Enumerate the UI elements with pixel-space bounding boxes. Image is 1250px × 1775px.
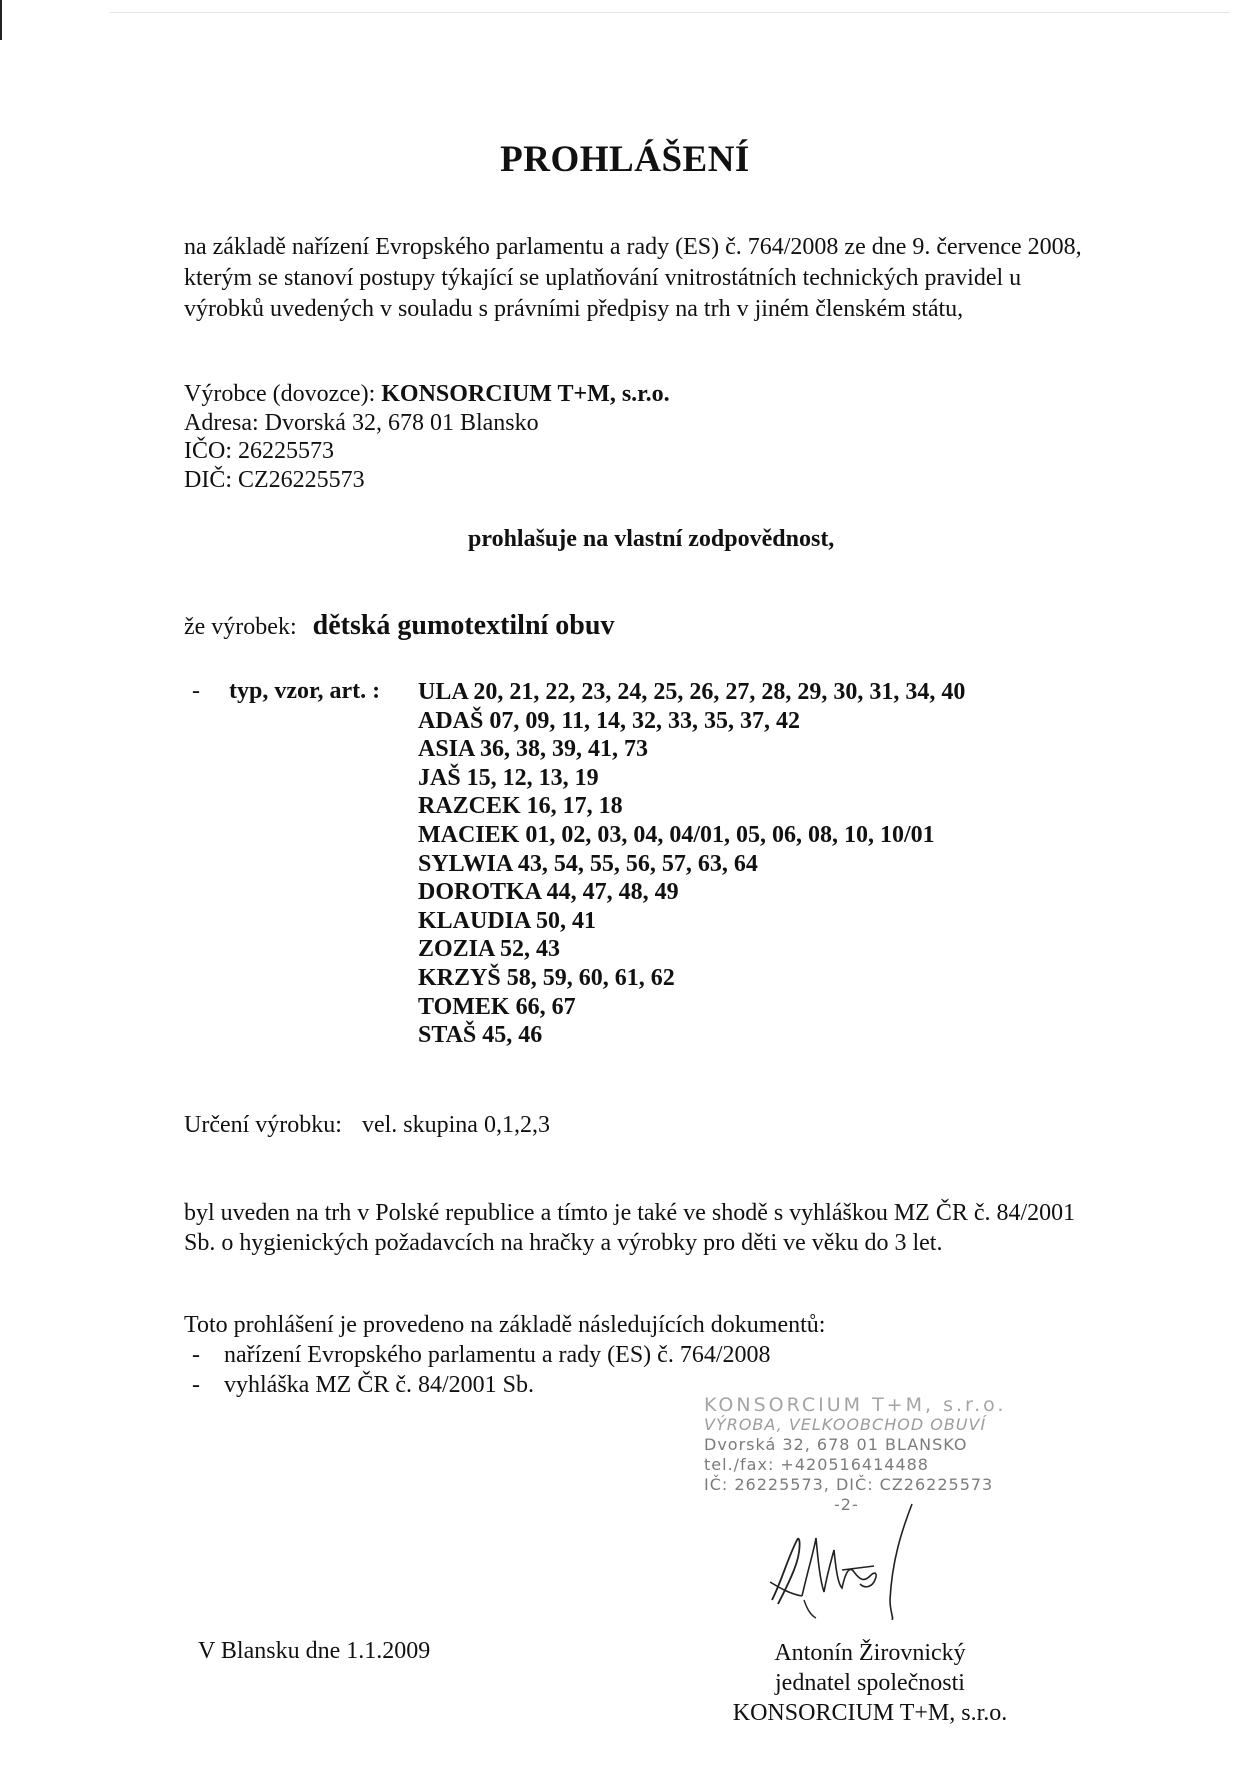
- intro-line: výrobků uvedených v souladu s právními předpisy na trh v jiném členském státu,: [184, 296, 964, 322]
- basis-item-dash: -: [192, 1372, 200, 1398]
- scan-edge-line: [110, 12, 1230, 13]
- intro-line: na základě nařízení Evropského parlamentu a rady (ES) č. 764/2008 ze dne 9. července 2008,: [184, 234, 1082, 260]
- type-item: KRZYŠ 58, 59, 60, 61, 62: [418, 964, 675, 991]
- product-row: [184, 610, 614, 642]
- basis-item-dash: -: [192, 1342, 200, 1368]
- type-item: ADAŠ 07, 09, 11, 14, 32, 33, 35, 37, 42: [418, 707, 801, 734]
- purpose-value: vel. skupina 0,1,2,3: [361, 1112, 550, 1138]
- place-and-date: V Blansku dne 1.1.2009: [198, 1638, 431, 1664]
- document-title: PROHLÁŠENÍ: [500, 139, 750, 180]
- type-item: DOROTKA 44, 47, 48, 49: [418, 879, 679, 906]
- signer-company: KONSORCIUM T+M, s.r.o.: [732, 1700, 1008, 1726]
- market-paragraph: [184, 1198, 1134, 1258]
- basis-item-text: nařízení Evropského parlamentu a rady (ES) č. 764/2008: [224, 1342, 771, 1368]
- basis-intro: Toto prohlášení je provedeno na základě následujících dokumentů:: [184, 1312, 826, 1338]
- manufacturer-label: Výrobce (dovozce):: [184, 381, 376, 407]
- type-item: STAŠ 45, 46: [418, 1022, 543, 1049]
- type-item: JAŠ 15, 12, 13, 19: [418, 764, 599, 791]
- types-dash: -: [192, 678, 200, 704]
- declaration-statement: prohlašuje na vlastní zodpovědnost,: [468, 526, 835, 552]
- signer-role: jednatel společnosti: [775, 1670, 965, 1696]
- purpose-row: [184, 1112, 550, 1139]
- manufacturer-block: [184, 380, 670, 494]
- type-item: ZOZIA 52, 43: [418, 936, 561, 963]
- handwritten-signature: [742, 1500, 942, 1620]
- basis-item-text: vyhláška MZ ČR č. 84/2001 Sb.: [224, 1372, 534, 1398]
- market-line: Sb. o hygienických požadavcích na hračky a výrobky pro děti ve věku do 3 let.: [184, 1230, 943, 1256]
- type-item: TOMEK 66, 67: [418, 993, 576, 1020]
- manufacturer-row: [184, 380, 670, 409]
- stamp-line: VÝROBA, VELKOOBCHOD OBUVÍ: [704, 1415, 987, 1434]
- basis-block: [184, 1310, 825, 1400]
- type-item: RAZCEK 16, 17, 18: [418, 793, 623, 820]
- product-name: dětská gumotextilní obuv: [312, 610, 615, 641]
- manufacturer-dic: DIČ: CZ26225573: [184, 466, 365, 493]
- manufacturer-name: KONSORCIUM T+M, s.r.o.: [381, 381, 670, 407]
- signer-block: [720, 1638, 1020, 1728]
- company-stamp: [704, 1395, 1024, 1515]
- type-item: SYLWIA 43, 54, 55, 56, 57, 63, 64: [418, 850, 758, 877]
- scan-edge-mark: [0, 0, 2, 40]
- signer-name: Antonín Žirovnický: [774, 1640, 966, 1666]
- stamp-line: -2-: [834, 1495, 859, 1514]
- types-list: [418, 678, 1118, 1050]
- purpose-label: Určení výrobku:: [184, 1112, 342, 1138]
- intro-paragraph: [184, 232, 1134, 325]
- manufacturer-address: Adresa: Dvorská 32, 678 01 Blansko: [184, 409, 539, 436]
- product-label: že výrobek:: [184, 614, 297, 640]
- manufacturer-ico: IČO: 26225573: [184, 438, 334, 464]
- market-line: byl uveden na trh v Polské republice a tímto je také ve shodě s vyhláškou MZ ČR č. 84/2001: [184, 1200, 1076, 1226]
- type-item: ULA 20, 21, 22, 23, 24, 25, 26, 27, 28, 29, 30, 31, 34, 40: [418, 679, 966, 705]
- type-item: ASIA 36, 38, 39, 41, 73: [418, 736, 649, 763]
- stamp-line: tel./fax: +420516414488: [704, 1455, 929, 1474]
- intro-line: kterým se stanoví postupy týkající se uplatňování vnitrostátních technických pravidel u: [184, 265, 1022, 291]
- stamp-line: IČ: 26225573, DIČ: CZ26225573: [704, 1475, 994, 1494]
- stamp-line: KONSORCIUM T+M, s.r.o.: [704, 1394, 1007, 1416]
- type-item: MACIEK 01, 02, 03, 04, 04/01, 05, 06, 08, 10, 10/01: [418, 821, 935, 848]
- types-label: typ, vzor, art. :: [229, 678, 381, 704]
- type-item: KLAUDIA 50, 41: [418, 907, 597, 934]
- stamp-line: Dvorská 32, 678 01 BLANSKO: [704, 1435, 968, 1454]
- basis-item: [184, 1340, 825, 1370]
